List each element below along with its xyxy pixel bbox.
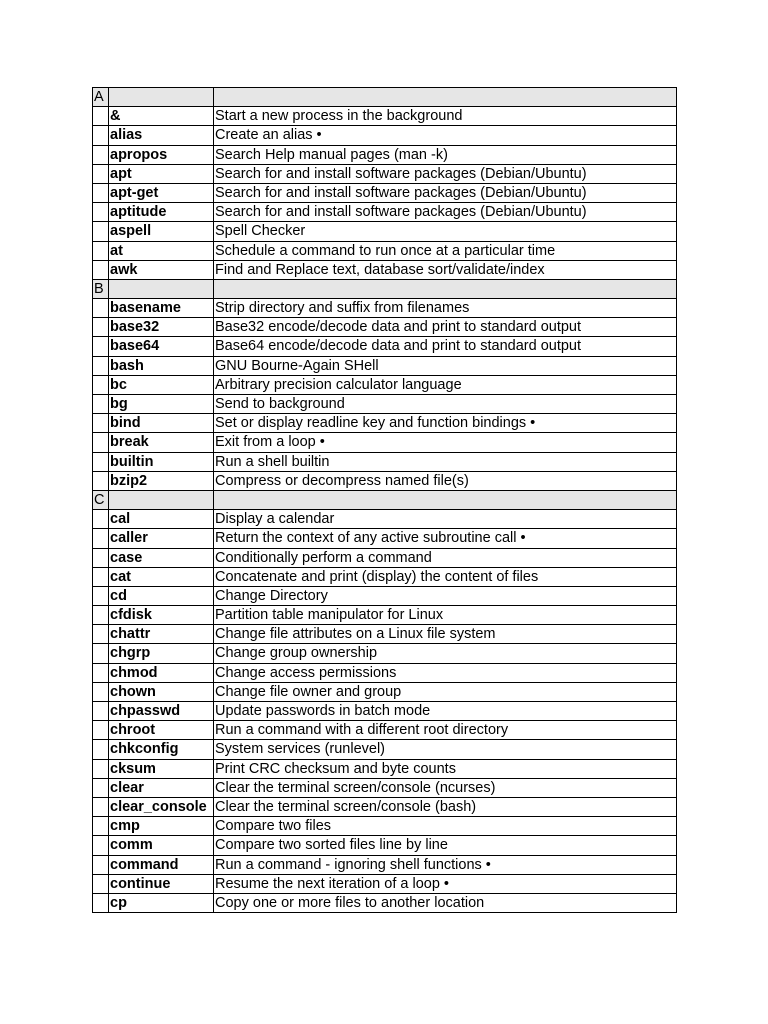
command-description: Run a command with a different root directory [214, 721, 677, 740]
command-name: aptitude [109, 203, 214, 222]
command-description: Schedule a command to run once at a particular time [214, 241, 677, 260]
section-header-empty-cell [214, 490, 677, 509]
letter-cell-empty [93, 663, 109, 682]
letter-cell-empty [93, 702, 109, 721]
command-name: base64 [109, 337, 214, 356]
command-name: cal [109, 510, 214, 529]
command-description: Search Help manual pages (man -k) [214, 145, 677, 164]
command-name: caller [109, 529, 214, 548]
table-row [93, 107, 677, 126]
letter-cell-empty [93, 241, 109, 260]
table-row [93, 586, 677, 605]
letter-cell-empty [93, 682, 109, 701]
letter-cell-empty [93, 855, 109, 874]
letter-cell-empty [93, 222, 109, 241]
table-row [93, 759, 677, 778]
section-header-empty-cell [109, 279, 214, 298]
letter-cell-empty [93, 625, 109, 644]
command-name: chkconfig [109, 740, 214, 759]
command-name: cmp [109, 817, 214, 836]
letter-cell-empty [93, 452, 109, 471]
command-description: Send to background [214, 395, 677, 414]
command-description: Compare two sorted files line by line [214, 836, 677, 855]
table-row [93, 337, 677, 356]
command-description: Compress or decompress named file(s) [214, 471, 677, 490]
table-row [93, 740, 677, 759]
letter-cell-empty [93, 548, 109, 567]
letter-cell-empty [93, 164, 109, 183]
table-row [93, 817, 677, 836]
table-row [93, 548, 677, 567]
command-description: Resume the next iteration of a loop • [214, 874, 677, 893]
command-description: System services (runlevel) [214, 740, 677, 759]
letter-cell-empty [93, 510, 109, 529]
command-description: Find and Replace text, database sort/validate/index [214, 260, 677, 279]
letter-cell-empty [93, 375, 109, 394]
section-header-empty-cell [214, 279, 677, 298]
command-description: Partition table manipulator for Linux [214, 606, 677, 625]
table-row [93, 241, 677, 260]
table-row [93, 797, 677, 816]
table-row [93, 471, 677, 490]
table-row [93, 203, 677, 222]
command-name: clear_console [109, 797, 214, 816]
letter-cell-empty [93, 395, 109, 414]
command-name: at [109, 241, 214, 260]
letter-cell-empty [93, 203, 109, 222]
letter-cell-empty [93, 299, 109, 318]
command-name: cp [109, 893, 214, 912]
command-description: Copy one or more files to another location [214, 893, 677, 912]
letter-cell-empty [93, 567, 109, 586]
command-name: apropos [109, 145, 214, 164]
command-name: chpasswd [109, 702, 214, 721]
command-description: Update passwords in batch mode [214, 702, 677, 721]
section-header-empty-cell [109, 490, 214, 509]
command-description: Print CRC checksum and byte counts [214, 759, 677, 778]
command-name: basename [109, 299, 214, 318]
command-description: Clear the terminal screen/console (bash) [214, 797, 677, 816]
command-description: Base64 encode/decode data and print to standard output [214, 337, 677, 356]
letter-cell-empty [93, 183, 109, 202]
table-row [93, 145, 677, 164]
section-letter: A [93, 88, 109, 107]
command-description: Search for and install software packages (Debian/Ubuntu) [214, 164, 677, 183]
table-row [93, 778, 677, 797]
command-description: Search for and install software packages (Debian/Ubuntu) [214, 183, 677, 202]
command-name: chattr [109, 625, 214, 644]
command-description: Run a shell builtin [214, 452, 677, 471]
table-row [93, 529, 677, 548]
table-row [93, 395, 677, 414]
document-page [92, 87, 676, 913]
section-header-row [93, 490, 677, 509]
command-description: Search for and install software packages (Debian/Ubuntu) [214, 203, 677, 222]
command-name: aspell [109, 222, 214, 241]
table-row [93, 452, 677, 471]
letter-cell-empty [93, 260, 109, 279]
letter-cell-empty [93, 145, 109, 164]
table-row [93, 625, 677, 644]
table-row [93, 260, 677, 279]
command-description: Start a new process in the background [214, 107, 677, 126]
command-name: continue [109, 874, 214, 893]
command-name: apt [109, 164, 214, 183]
command-name: bc [109, 375, 214, 394]
letter-cell-empty [93, 433, 109, 452]
table-row [93, 164, 677, 183]
command-description: Change file attributes on a Linux file system [214, 625, 677, 644]
command-name: command [109, 855, 214, 874]
table-row [93, 126, 677, 145]
table-row [93, 375, 677, 394]
table-row [93, 299, 677, 318]
letter-cell-empty [93, 797, 109, 816]
command-name: awk [109, 260, 214, 279]
command-description: Change group ownership [214, 644, 677, 663]
table-row [93, 356, 677, 375]
section-header-empty-cell [109, 88, 214, 107]
letter-cell-empty [93, 318, 109, 337]
letter-cell-empty [93, 471, 109, 490]
command-name: break [109, 433, 214, 452]
table-row [93, 702, 677, 721]
letter-cell-empty [93, 759, 109, 778]
command-description: Arbitrary precision calculator language [214, 375, 677, 394]
command-name: bg [109, 395, 214, 414]
letter-cell-empty [93, 740, 109, 759]
command-name: chown [109, 682, 214, 701]
command-name: clear [109, 778, 214, 797]
letter-cell-empty [93, 356, 109, 375]
letter-cell-empty [93, 721, 109, 740]
command-name: bzip2 [109, 471, 214, 490]
letter-cell-empty [93, 874, 109, 893]
command-name: alias [109, 126, 214, 145]
table-row [93, 644, 677, 663]
command-name: cd [109, 586, 214, 605]
command-name: bind [109, 414, 214, 433]
command-description: Change Directory [214, 586, 677, 605]
command-name: builtin [109, 452, 214, 471]
command-description: Run a command - ignoring shell functions • [214, 855, 677, 874]
table-row [93, 183, 677, 202]
command-name: chroot [109, 721, 214, 740]
table-row [93, 836, 677, 855]
command-description: Base32 encode/decode data and print to standard output [214, 318, 677, 337]
command-name: comm [109, 836, 214, 855]
section-letter: C [93, 490, 109, 509]
command-description: Compare two files [214, 817, 677, 836]
section-letter: B [93, 279, 109, 298]
command-description: Return the context of any active subroutine call • [214, 529, 677, 548]
table-row [93, 606, 677, 625]
table-row [93, 663, 677, 682]
table-row [93, 682, 677, 701]
table-row [93, 567, 677, 586]
command-name: chmod [109, 663, 214, 682]
command-description: GNU Bourne-Again SHell [214, 356, 677, 375]
letter-cell-empty [93, 644, 109, 663]
table-row [93, 414, 677, 433]
letter-cell-empty [93, 414, 109, 433]
command-description: Clear the terminal screen/console (ncurses) [214, 778, 677, 797]
letter-cell-empty [93, 126, 109, 145]
letter-cell-empty [93, 586, 109, 605]
command-name: base32 [109, 318, 214, 337]
section-header-row [93, 88, 677, 107]
command-description: Change access permissions [214, 663, 677, 682]
command-description: Create an alias • [214, 126, 677, 145]
table-row [93, 893, 677, 912]
table-row [93, 433, 677, 452]
section-header-empty-cell [214, 88, 677, 107]
letter-cell-empty [93, 817, 109, 836]
letter-cell-empty [93, 836, 109, 855]
command-name: & [109, 107, 214, 126]
command-description: Spell Checker [214, 222, 677, 241]
command-description: Set or display readline key and function bindings • [214, 414, 677, 433]
command-description: Change file owner and group [214, 682, 677, 701]
command-description: Concatenate and print (display) the content of files [214, 567, 677, 586]
command-name: cfdisk [109, 606, 214, 625]
command-name: cksum [109, 759, 214, 778]
command-description: Conditionally perform a command [214, 548, 677, 567]
letter-cell-empty [93, 606, 109, 625]
letter-cell-empty [93, 107, 109, 126]
letter-cell-empty [93, 337, 109, 356]
command-table-body [93, 88, 677, 913]
table-row [93, 510, 677, 529]
table-row [93, 855, 677, 874]
command-name: case [109, 548, 214, 567]
letter-cell-empty [93, 893, 109, 912]
section-header-row [93, 279, 677, 298]
command-name: bash [109, 356, 214, 375]
letter-cell-empty [93, 529, 109, 548]
command-name: cat [109, 567, 214, 586]
command-description: Display a calendar [214, 510, 677, 529]
command-name: apt-get [109, 183, 214, 202]
command-name: chgrp [109, 644, 214, 663]
table-row [93, 874, 677, 893]
command-table [92, 87, 677, 913]
table-row [93, 721, 677, 740]
table-row [93, 222, 677, 241]
table-row [93, 318, 677, 337]
letter-cell-empty [93, 778, 109, 797]
command-description: Exit from a loop • [214, 433, 677, 452]
command-description: Strip directory and suffix from filenames [214, 299, 677, 318]
